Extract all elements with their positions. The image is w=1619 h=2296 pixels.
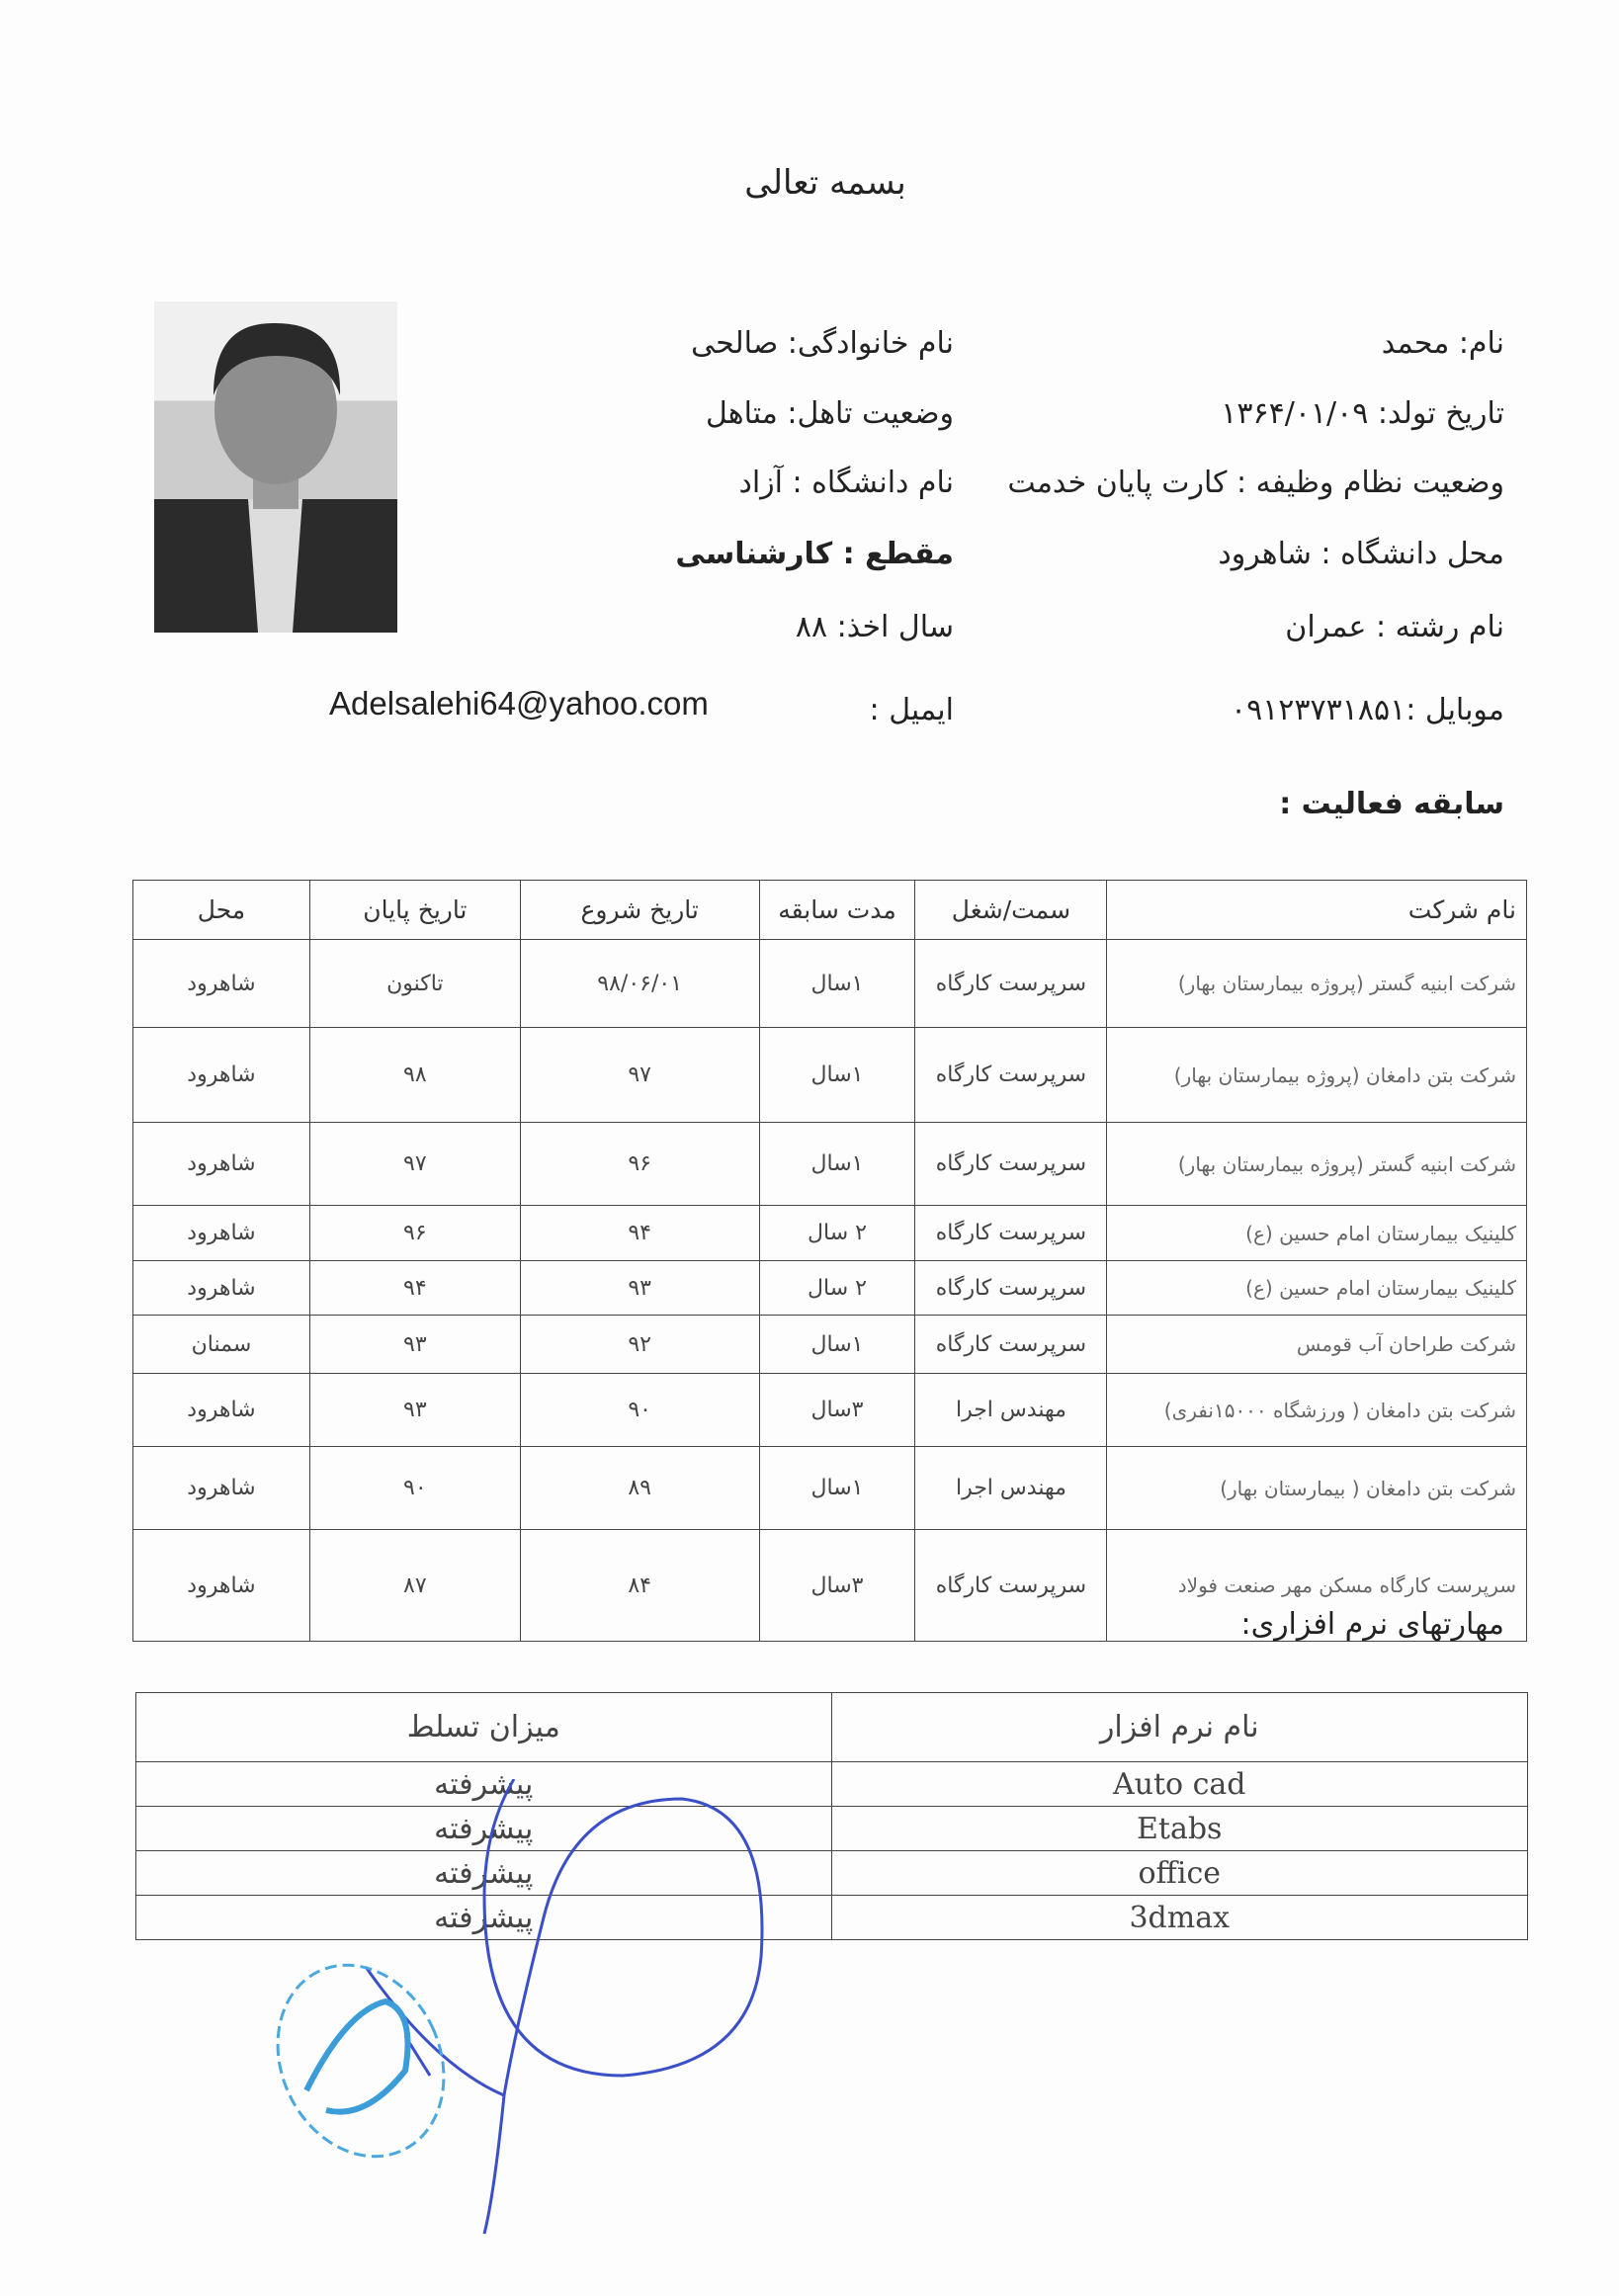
- experience-cell: شرکت ابنیه گستر (پروژه بیمارستان بهار): [1107, 940, 1527, 1028]
- experience-cell: شرکت بتن دامغان (پروژه بیمارستان بهار): [1107, 1028, 1527, 1123]
- column-header: نام نرم افزار: [831, 1693, 1528, 1762]
- marital-status: وضعیت تاهل: متاهل: [706, 396, 954, 431]
- profile-photo: [154, 301, 397, 633]
- experience-cell: ۹۸: [309, 1028, 520, 1123]
- experience-cell: ۹۳: [309, 1316, 520, 1374]
- experience-heading: سابقه فعالیت :: [1279, 787, 1504, 821]
- experience-cell: شرکت طراحان آب قومس: [1107, 1316, 1527, 1374]
- experience-cell: سرپرست کارگاه: [915, 1261, 1107, 1316]
- experience-cell: شاهرود: [133, 1374, 310, 1447]
- experience-cell: شاهرود: [133, 1261, 310, 1316]
- experience-cell: ۹۰: [309, 1447, 520, 1530]
- experience-cell: شرکت بتن دامغان ( ورزشگاه ۱۵۰۰۰نفری): [1107, 1374, 1527, 1447]
- experience-cell: شاهرود: [133, 940, 310, 1028]
- column-header: میزان تسلط: [136, 1693, 832, 1762]
- experience-cell: مهندس اجرا: [915, 1447, 1107, 1530]
- experience-cell: کلینیک بیمارستان امام حسین (ع): [1107, 1206, 1527, 1261]
- experience-cell: سمنان: [133, 1316, 310, 1374]
- experience-cell: سرپرست کارگاه: [915, 1316, 1107, 1374]
- experience-cell: ۹۲: [520, 1316, 759, 1374]
- last-name: نام خانوادگی: صالحی: [691, 326, 954, 361]
- first-name: نام: محمد: [1381, 326, 1504, 361]
- university-location: محل دانشگاه : شاهرود: [1218, 537, 1504, 571]
- experience-cell: ۹۳: [520, 1261, 759, 1316]
- experience-cell: شرکت ابنیه گستر (پروژه بیمارستان بهار): [1107, 1123, 1527, 1206]
- military-status: وضعیت نظام وظیفه : کارت پایان خدمت: [1007, 466, 1504, 500]
- experience-cell: ۸۷: [309, 1530, 520, 1642]
- software-heading: مهارتهای نرم افزاری:: [1240, 1607, 1504, 1642]
- page-title: بسمه تعالی: [744, 163, 906, 203]
- experience-cell: کلینیک بیمارستان امام حسین (ع): [1107, 1261, 1527, 1316]
- experience-cell: ۹۷: [520, 1028, 759, 1123]
- experience-header-row: [133, 881, 1527, 940]
- email-label: ایمیل :: [869, 693, 954, 727]
- software-cell: پیشرفته: [136, 1896, 832, 1940]
- experience-cell: ۱سال: [759, 1316, 915, 1374]
- software-cell: 3dmax: [831, 1896, 1528, 1940]
- graduation-year: سال اخذ: ۸۸: [795, 610, 954, 644]
- experience-cell: ۹۶: [520, 1123, 759, 1206]
- software-cell: پیشرفته: [136, 1762, 832, 1807]
- experience-cell: ۹۴: [309, 1261, 520, 1316]
- experience-cell: ۱سال: [759, 940, 915, 1028]
- experience-cell: سرپرست کارگاه: [915, 1530, 1107, 1642]
- experience-cell: شرکت بتن دامغان ( بیمارستان بهار): [1107, 1447, 1527, 1530]
- experience-cell: ۲ سال: [759, 1261, 915, 1316]
- experience-table: [132, 880, 1527, 1642]
- experience-cell: سرپرست کارگاه: [915, 940, 1107, 1028]
- email-address: Adelsalehi64@yahoo.com: [329, 685, 709, 722]
- experience-row: [133, 1123, 1527, 1206]
- major: نام رشته : عمران: [1285, 610, 1504, 644]
- experience-cell: ۹۳: [309, 1374, 520, 1447]
- experience-cell: ۲ سال: [759, 1206, 915, 1261]
- software-header-row: [136, 1693, 1528, 1762]
- experience-cell: ۱سال: [759, 1123, 915, 1206]
- experience-cell: ۹۶: [309, 1206, 520, 1261]
- experience-cell: سرپرست کارگاه: [915, 1123, 1107, 1206]
- company-stamp: [267, 1952, 455, 2169]
- university-name: نام دانشگاه : آزاد: [738, 466, 954, 500]
- experience-cell: ۹۰: [520, 1374, 759, 1447]
- experience-cell: ۳سال: [759, 1374, 915, 1447]
- experience-cell: شاهرود: [133, 1123, 310, 1206]
- experience-cell: ۱سال: [759, 1028, 915, 1123]
- experience-row: [133, 1447, 1527, 1530]
- experience-cell: شاهرود: [133, 1028, 310, 1123]
- experience-row: [133, 1374, 1527, 1447]
- experience-cell: شاهرود: [133, 1530, 310, 1642]
- software-cell: پیشرفته: [136, 1851, 832, 1896]
- experience-cell: ۹۴: [520, 1206, 759, 1261]
- experience-cell: سرپرست کارگاه: [915, 1206, 1107, 1261]
- column-header: تاریخ پایان: [309, 881, 520, 940]
- experience-cell: ۱سال: [759, 1447, 915, 1530]
- mobile: موبایل :۰۹۱۲۳۷۳۱۸۵۱: [1230, 693, 1504, 727]
- experience-cell: تاکنون: [309, 940, 520, 1028]
- column-header: نام شرکت: [1107, 881, 1527, 940]
- experience-cell: ۳سال: [759, 1530, 915, 1642]
- birth-date: تاریخ تولد: ۱۳۶۴/۰۱/۰۹: [1221, 396, 1504, 431]
- software-cell: پیشرفته: [136, 1807, 832, 1851]
- experience-row: [133, 1261, 1527, 1316]
- experience-cell: سرپرست کارگاه: [915, 1028, 1107, 1123]
- experience-row: [133, 1028, 1527, 1123]
- experience-row: [133, 1206, 1527, 1261]
- column-header: محل: [133, 881, 310, 940]
- experience-cell: ۸۹: [520, 1447, 759, 1530]
- experience-cell: ۹۷: [309, 1123, 520, 1206]
- column-header: سمت/شغل: [915, 881, 1107, 940]
- software-cell: Etabs: [831, 1807, 1528, 1851]
- experience-cell: شاهرود: [133, 1447, 310, 1530]
- experience-cell: شاهرود: [133, 1206, 310, 1261]
- experience-row: [133, 940, 1527, 1028]
- experience-cell: ۸۴: [520, 1530, 759, 1642]
- software-cell: Auto cad: [831, 1762, 1528, 1807]
- column-header: تاریخ شروع: [520, 881, 759, 940]
- experience-cell: مهندس اجرا: [915, 1374, 1107, 1447]
- experience-row: [133, 1316, 1527, 1374]
- experience-cell: سرپرست کارگاه مسکن مهر صنعت فولاد: [1107, 1530, 1527, 1642]
- software-cell: office: [831, 1851, 1528, 1896]
- degree: مقطع : کارشناسی: [675, 537, 954, 571]
- experience-cell: ۹۸/۰۶/۰۱: [520, 940, 759, 1028]
- column-header: مدت سابقه: [759, 881, 915, 940]
